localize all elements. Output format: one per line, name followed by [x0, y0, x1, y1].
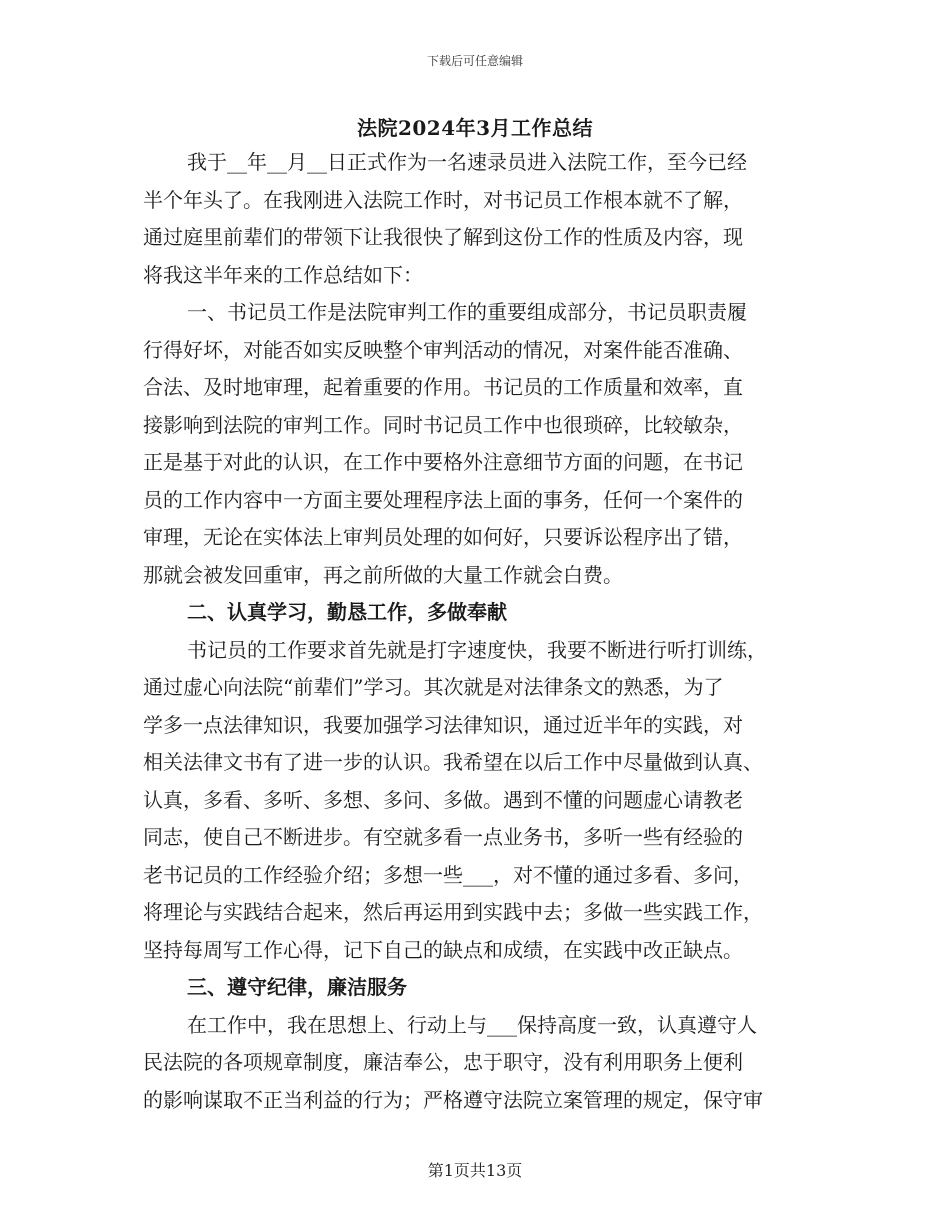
text-line: 老书记员的工作经验介绍；多想一些___，对不懂的通过多看、多问，	[143, 862, 753, 887]
text-line: 通过庭里前辈们的带领下让我很快了解到这份工作的性质及内容，现	[143, 225, 743, 249]
text-line: 员的工作内容中一方面主要处理程序法上面的事务，任何一个案件的	[143, 487, 743, 512]
text-line: 合法、及时地审理，起着重要的作用。书记员的工作质量和效率，直	[143, 375, 743, 399]
page-footer: 第1页共13页	[427, 1161, 523, 1180]
text-line: 那就会被发回重审，再之前所做的大量工作就会白费。	[143, 562, 623, 587]
text-line: 正是基于对此的认识，在工作中要格外注意细节方面的问题，在书记	[143, 450, 743, 474]
text-line: 相关法律文书有了进一步的认识。我希望在以后工作中尽量做到认真、	[143, 750, 763, 774]
text-line: 一、书记员工作是法院审判工作的重要组成部分，书记员职责履	[187, 300, 747, 324]
text-line: 接影响到法院的审判工作。同时书记员工作中也很琐碎，比较敏杂，	[143, 412, 743, 437]
section-heading: 三、遵守纪律，廉洁服务	[187, 975, 407, 999]
text-line: 坚持每周写工作心得，记下自己的缺点和成绩，在实践中改正缺点。	[143, 937, 743, 962]
text-line: 同志，使自己不断进步。有空就多看一点业务书，多听一些有经验的	[143, 825, 743, 849]
header-note: 下载后可任意编辑	[426, 54, 523, 68]
text-line: 书记员的工作要求首先就是打字速度快，我要不断进行听打训练，	[187, 637, 767, 662]
text-line: 认真，多看、多听、多想、多问、多做。遇到不懂的问题虚心请教老	[143, 787, 743, 812]
text-line: 我于__年__月__日正式作为一名速录员进入法院工作，至今已经	[187, 150, 747, 174]
text-line: 民法院的各项规章制度，廉洁奉公，忠于职守，没有利用职务上便利	[143, 1050, 743, 1074]
text-line: 的影响谋取不正当利益的行为；严格遵守法院立案管理的规定，保守审	[143, 1087, 763, 1112]
text-line: 学多一点法律知识，我要加强学习法律知识，通过近半年的实践，对	[143, 712, 743, 737]
section-heading: 二、认真学习，勤恳工作，多做奉献	[187, 600, 507, 624]
document-title: 法院2024年3月工作总结	[356, 116, 594, 140]
text-line: 行得好坏，对能否如实反映整个审判活动的情况，对案件能否准确、	[143, 337, 743, 362]
text-line: 审理，无论在实体法上审判员处理的如何好，只要诉讼程序出了错，	[143, 525, 743, 549]
document-body	[143, 144, 811, 1119]
text-line: 通过虚心向法院“前辈们”学习。其次就是对法律条文的熟悉，为了	[143, 675, 724, 699]
text-line: 在工作中，我在思想上、行动上与___保持高度一致，认真遵守人	[187, 1012, 757, 1037]
text-line: 将我这半年来的工作总结如下：	[143, 262, 423, 287]
text-line: 半个年头了。在我刚进入法院工作时，对书记员工作根本就不了解，	[143, 187, 743, 212]
text-line: 将理论与实践结合起来，然后再运用到实践中去；多做一些实践工作，	[143, 900, 763, 924]
